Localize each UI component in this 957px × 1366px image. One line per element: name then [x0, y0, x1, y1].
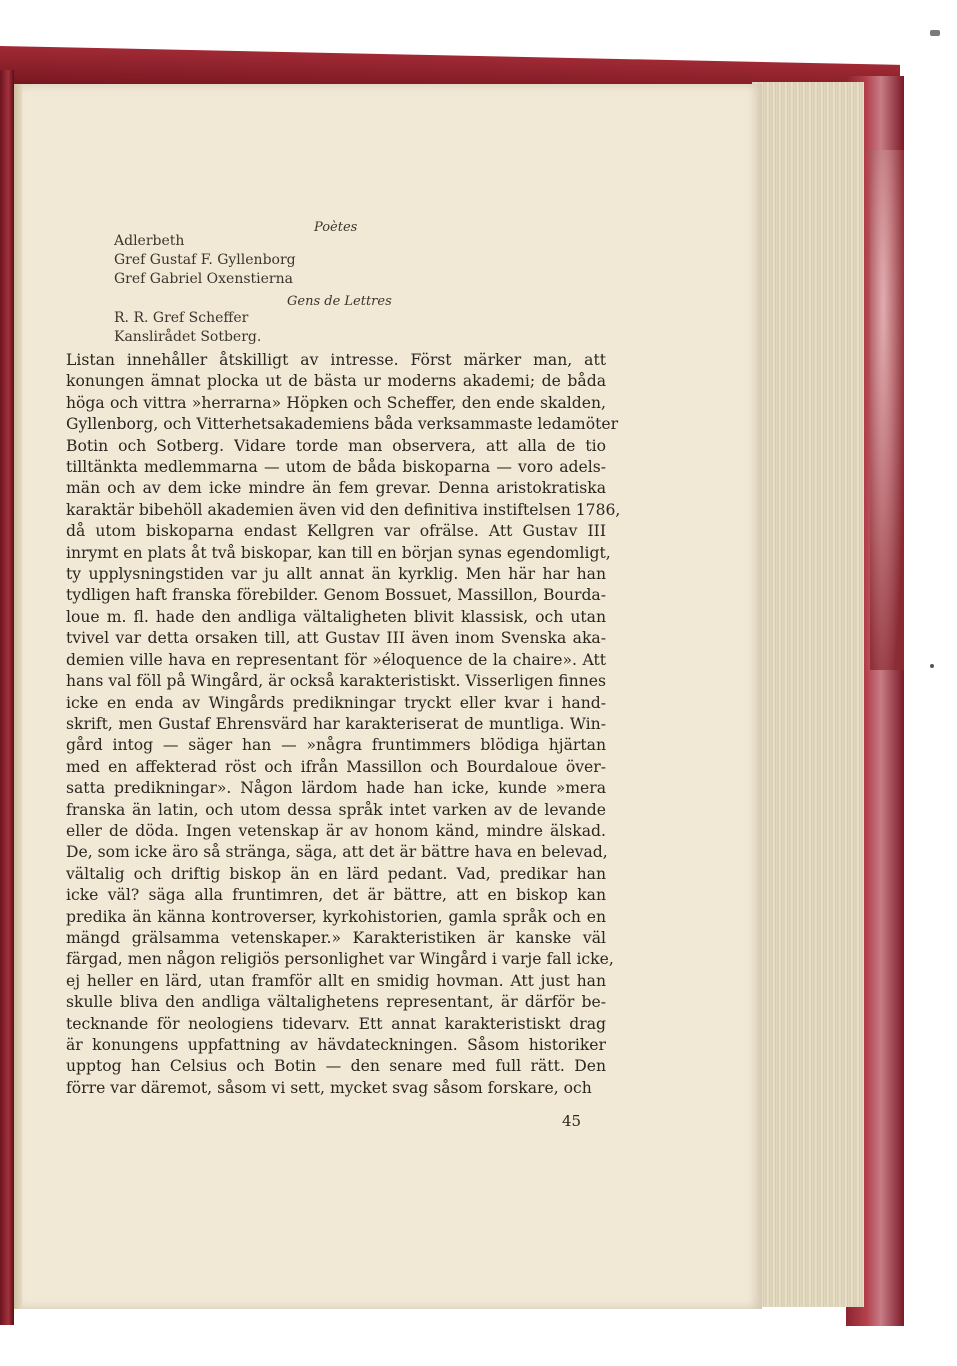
text-line: karaktär bibehöll akademien även vid den definitiva instiftelsen 1786,: [66, 500, 621, 519]
poetes-name-list: [114, 232, 296, 289]
text-line: är konungens uppfattning av hävdateckningen. Såsom historiker: [66, 1036, 606, 1054]
section-heading-gens-de-lettres: Gens de Lettres: [287, 294, 392, 309]
gens-de-lettres-name-list: [114, 309, 261, 347]
text-line: demien ville hava en representant för »éloquence de la chaire». Att: [66, 650, 606, 669]
text-line: tydligen haft franska förebilder. Genom Bossuet, Massillon, Bourda-: [66, 586, 606, 605]
text-line: färgad, men någon religiös personlighet var Wingård i varje fall icke,: [66, 950, 614, 969]
text-line: höga och vittra »herrarna» Höpken och Scheffer, den ende skalden,: [66, 393, 606, 412]
poet-name: Adlerbeth: [114, 233, 185, 249]
text-line: upptog han Celsius och Botin — den senare med full rätt. Den: [66, 1057, 606, 1076]
text-line: Gyllenborg, och Vitterhetsakademiens båda verksammaste ledamöter: [66, 415, 619, 434]
poet-name: Gref Gustaf F. Gyllenborg: [114, 252, 296, 268]
text-line: konungen ämnat plocka ut de bästa ur moderns akademi; de båda: [66, 372, 606, 391]
text-line: vältalig och driftig biskop än en lärd pedant. Vad, predikar han: [66, 864, 606, 883]
scan-dust-mark: [930, 664, 934, 668]
text-line: De, som icke äro så stränga, säga, att det är bättre hava en belevad,: [66, 843, 608, 862]
text-line: ej heller en lärd, utan framför allt en smidig hovman. Att just han: [66, 971, 606, 990]
text-line: tecknande för neologiens tidevarv. Ett annat karakteristiskt drag: [66, 1014, 606, 1033]
text-line: tilltänkta medlemmarna — utom de båda biskoparna — voro adels-: [66, 458, 606, 477]
text-line: då utom biskoparna endast Kellgren var ofrälse. Att Gustav III: [66, 522, 606, 541]
scan-corner-mark: [930, 30, 940, 36]
text-line: förre var däremot, såsom vi sett, mycket svag såsom forskare, och: [66, 1078, 592, 1097]
page-content: [22, 84, 762, 1309]
page-number: 45: [562, 1112, 582, 1130]
text-line: satta predikningar». Någon lärdom hade han icke, kunde »mera: [66, 779, 606, 798]
text-line: icke väl? säga alla fruntimren, det är bättre, att en biskop kan: [66, 886, 606, 905]
text-line: icke en enda av Wingårds predikningar tryckt eller kvar i hand-: [66, 693, 606, 712]
letters-name: Kanslirådet Sotberg.: [114, 329, 262, 345]
text-line: loue m. fl. hade den andliga vältaligheten blivit klassisk, och utan: [66, 607, 606, 626]
text-line: Botin och Sotberg. Vidare torde man observera, att alla de tio: [66, 436, 606, 455]
text-line: predika än känna kontroverser, kyrkohistorien, gamla språk och en: [66, 907, 606, 926]
text-line: tvivel var detta orsaken till, att Gustav III även inom Svenska aka-: [66, 629, 606, 648]
marbled-endpaper: [870, 150, 904, 670]
text-line: män och av dem icke mindre än fem grevar. Denna aristokratiska: [66, 479, 606, 498]
book-cover-left: [0, 70, 14, 1325]
text-line: franska än latin, och utom dessa språk intet varken av de levande: [66, 800, 606, 819]
text-line: ty upplysningstiden var ju allt annat än kyrklig. Men här har han: [66, 565, 606, 584]
body-paragraph: [66, 350, 621, 1099]
poet-name: Gref Gabriel Oxenstierna: [114, 271, 293, 287]
text-line: hans val föll på Wingård, är också karakteristiskt. Visserligen finnes: [66, 672, 607, 691]
section-heading-poetes: Poètes: [314, 220, 358, 235]
text-line: gård intog — säger han — »några fruntimmers blödiga hjärtan: [66, 736, 606, 755]
text-line: Listan innehåller åtskilligt av intresse. Först märker man, att: [66, 351, 606, 369]
text-line: inrymt en plats åt två biskopar, kan till en början synas egendomligt,: [66, 543, 611, 562]
text-line: skulle bliva den andliga vältalighetens representant, är därför be-: [66, 993, 606, 1012]
text-line: skrift, men Gustaf Ehrensvärd har karakteriserat de muntliga. Win-: [66, 714, 606, 733]
text-line: eller de döda. Ingen vetenskap är av honom känd, mindre älskad.: [66, 821, 606, 840]
text-line: mängd grälsamma vetenskaper.» Karakteristiken är kanske väl: [66, 928, 606, 947]
page-edges: [752, 82, 864, 1307]
text-line: med en affekterad röst och ifrån Massillon och Bourdaloue över-: [66, 757, 606, 776]
book-page: [22, 84, 762, 1309]
letters-name: R. R. Gref Scheffer: [114, 310, 249, 326]
